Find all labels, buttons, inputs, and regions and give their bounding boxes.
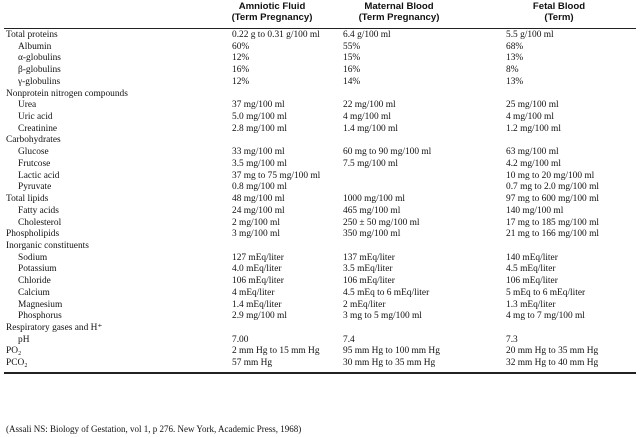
amniotic-value: 37 mg to 75 mg/100 ml	[232, 170, 321, 181]
amniotic-value: 12%	[232, 53, 250, 64]
table-row	[4, 112, 636, 124]
row-label: Glucose	[18, 147, 49, 158]
maternal-value: 60 mg to 90 mg/100 ml	[343, 147, 432, 158]
table-row	[4, 335, 636, 347]
header-amniotic-sub: (Term Pregnancy)	[231, 12, 313, 23]
fetal-value: 5 mEq to 6 mEq/liter	[506, 287, 586, 298]
fetal-value: 20 mm Hg to 35 mm Hg	[506, 346, 599, 357]
table-row	[4, 194, 636, 206]
fetal-value: 1.2 mg/100 ml	[506, 123, 561, 134]
fetal-value: 4 mg/100 ml	[506, 112, 554, 123]
fetal-value: 32 mm Hg to 40 mm Hg	[506, 358, 599, 369]
table-row	[4, 124, 636, 136]
fetal-value: 7.3	[506, 334, 518, 345]
fetal-value: 68%	[506, 41, 524, 52]
table-row	[4, 65, 636, 77]
row-label: Potassium	[18, 264, 57, 275]
row-label: Calcium	[18, 287, 50, 298]
header-fetal-title: Fetal Blood	[532, 1, 586, 12]
fetal-value: 17 mg to 185 mg/100 ml	[506, 217, 599, 228]
amniotic-value: 2 mg/100 ml	[232, 217, 280, 228]
maternal-value: 465 mg/100 ml	[343, 205, 401, 216]
table-row	[4, 135, 636, 147]
row-label: Fatty acids	[18, 205, 59, 216]
amniotic-value: 7.00	[232, 334, 249, 345]
fetal-value: 140 mEq/liter	[506, 252, 558, 263]
table-row	[4, 42, 636, 54]
fetal-value: 97 mg to 600 mg/100 ml	[506, 194, 599, 205]
row-label: γ-globulins	[18, 76, 61, 87]
row-label: Inorganic constituents	[6, 240, 89, 251]
row-label: Uric acid	[18, 112, 53, 123]
header-maternal-sub: (Term Pregnancy)	[358, 12, 440, 23]
maternal-value: 106 mEq/liter	[343, 276, 395, 287]
table-row	[4, 89, 636, 101]
fetal-value: 0.7 mg to 2.0 mg/100 ml	[506, 182, 599, 193]
fetal-value: 21 mg to 166 mg/100 ml	[506, 229, 599, 240]
amniotic-value: 57 mm Hg	[232, 358, 273, 369]
maternal-value: 15%	[343, 53, 361, 64]
row-label: Total proteins	[6, 30, 58, 40]
row-label: Sodium	[18, 252, 48, 263]
maternal-value: 1000 mg/100 ml	[343, 194, 405, 205]
table-row	[4, 323, 636, 335]
fetal-value: 10 mg to 20 mg/100 ml	[506, 170, 595, 181]
fetal-value: 8%	[506, 65, 519, 76]
amniotic-value: 2.9 mg/100 ml	[232, 311, 287, 322]
table-row	[4, 346, 636, 358]
amniotic-value: 0.8 mg/100 ml	[232, 182, 287, 193]
maternal-value: 3 mg to 5 mg/100 ml	[343, 311, 422, 322]
header-rule	[4, 28, 636, 29]
maternal-value: 2 mEq/liter	[343, 299, 386, 310]
table-row	[4, 206, 636, 218]
table-row	[4, 288, 636, 300]
header-amniotic-title: Amniotic Fluid	[238, 1, 306, 12]
row-label: β-globulins	[18, 65, 61, 76]
amniotic-value: 33 mg/100 ml	[232, 147, 285, 158]
table-row	[4, 100, 636, 112]
row-label: Creatinine	[18, 123, 58, 134]
fetal-value: 4.5 mEq/liter	[506, 264, 556, 275]
maternal-value: 16%	[343, 65, 361, 76]
row-label: Nonprotein nitrogen compounds	[6, 88, 128, 99]
table-bottom-rule	[4, 373, 636, 374]
maternal-value: 4 mg/100 ml	[343, 112, 391, 123]
amniotic-value: 1.4 mEq/liter	[232, 299, 282, 310]
table-row	[4, 253, 636, 265]
maternal-value: 7.4	[343, 334, 355, 345]
table-row	[4, 311, 636, 323]
amniotic-value: 5.0 mg/100 ml	[232, 112, 287, 123]
table-row	[4, 229, 636, 241]
amniotic-value: 4.0 mEq/liter	[232, 264, 282, 275]
row-label: Respiratory gases and H⁺	[6, 322, 103, 333]
header-fetal-blood	[499, 1, 619, 23]
maternal-value: 30 mm Hg to 35 mm Hg	[343, 358, 436, 369]
table-row	[4, 171, 636, 183]
source-citation: (Assali NS: Biology of Gestation, vol 1, p 276. New York, Academic Press, 1968)	[6, 424, 302, 434]
row-label: Albumin	[18, 41, 52, 52]
row-label: Cholesterol	[18, 217, 62, 228]
row-label: Magnesium	[18, 299, 63, 310]
table-row	[4, 300, 636, 312]
amniotic-value: 106 mEq/liter	[232, 276, 284, 287]
maternal-value: 350 mg/100 ml	[343, 229, 401, 240]
row-label: Chloride	[18, 276, 51, 287]
maternal-value: 7.5 mg/100 ml	[343, 158, 398, 169]
amniotic-value: 4 mEq/liter	[232, 287, 275, 298]
fetal-value: 13%	[506, 53, 524, 64]
row-label: Pyruvate	[18, 182, 52, 193]
header-fetal-sub: (Term)	[544, 12, 574, 23]
table-row	[4, 241, 636, 253]
row-label: Carbohydrates	[6, 135, 61, 146]
amniotic-value: 37 mg/100 ml	[232, 100, 285, 111]
amniotic-value: 0.22 g to 0.31 g/100 ml	[232, 30, 320, 40]
row-label: Phospholipids	[6, 229, 60, 240]
row-label: Phosphorus	[18, 311, 62, 322]
amniotic-value: 3.5 mg/100 ml	[232, 158, 287, 169]
fetal-value: 13%	[506, 76, 524, 87]
maternal-value: 14%	[343, 76, 361, 87]
amniotic-value: 2 mm Hg to 15 mm Hg	[232, 346, 320, 357]
amniotic-value: 60%	[232, 41, 250, 52]
maternal-value: 22 mg/100 ml	[343, 100, 396, 111]
table-row	[4, 182, 636, 194]
row-label: PO₂	[6, 346, 22, 357]
table-row	[4, 358, 636, 370]
table-row	[4, 159, 636, 171]
fetal-value: 1.3 mEq/liter	[506, 299, 556, 310]
amniotic-value: 16%	[232, 65, 250, 76]
fetal-value: 4 mg to 7 mg/100 ml	[506, 311, 585, 322]
header-amniotic-fluid	[222, 1, 322, 23]
maternal-value: 250 ± 50 mg/100 ml	[343, 217, 420, 228]
table-row	[4, 218, 636, 230]
data-table	[4, 0, 636, 369]
maternal-value: 137 mEq/liter	[343, 252, 395, 263]
row-label: Frutcose	[18, 158, 51, 169]
table-row	[4, 147, 636, 159]
fetal-value: 4.2 mg/100 ml	[506, 158, 561, 169]
table-row	[4, 264, 636, 276]
maternal-value: 95 mm Hg to 100 mm Hg	[343, 346, 440, 357]
table-row	[4, 30, 636, 42]
amniotic-value: 2.8 mg/100 ml	[232, 123, 287, 134]
fetal-value: 63 mg/100 ml	[506, 147, 559, 158]
row-label: α-globulins	[18, 53, 61, 64]
row-label: PCO₂	[6, 358, 28, 369]
row-label: Lactic acid	[18, 170, 60, 181]
amniotic-value: 24 mg/100 ml	[232, 205, 285, 216]
fetal-value: 140 mg/100 ml	[506, 205, 564, 216]
header-maternal-title: Maternal Blood	[364, 1, 434, 12]
table-header	[4, 0, 636, 28]
maternal-value: 1.4 mg/100 ml	[343, 123, 398, 134]
maternal-value: 6.4 g/100 ml	[343, 30, 391, 40]
table-row	[4, 53, 636, 65]
maternal-value: 3.5 mEq/liter	[343, 264, 393, 275]
row-label: Total lipids	[6, 194, 49, 205]
amniotic-value: 3 mg/100 ml	[232, 229, 280, 240]
row-label: pH	[18, 334, 30, 345]
amniotic-value: 48 mg/100 ml	[232, 194, 285, 205]
maternal-value: 55%	[343, 41, 361, 52]
amniotic-value: 127 mEq/liter	[232, 252, 284, 263]
header-maternal-blood	[339, 1, 459, 23]
table-body	[4, 30, 636, 370]
table-row	[4, 276, 636, 288]
fetal-value: 25 mg/100 ml	[506, 100, 559, 111]
amniotic-value: 12%	[232, 76, 250, 87]
row-label: Urea	[18, 100, 37, 111]
fetal-value: 106 mEq/liter	[506, 276, 558, 287]
maternal-value: 4.5 mEq to 6 mEq/liter	[343, 287, 430, 298]
table-row	[4, 77, 636, 89]
fetal-value: 5.5 g/100 ml	[506, 30, 554, 40]
